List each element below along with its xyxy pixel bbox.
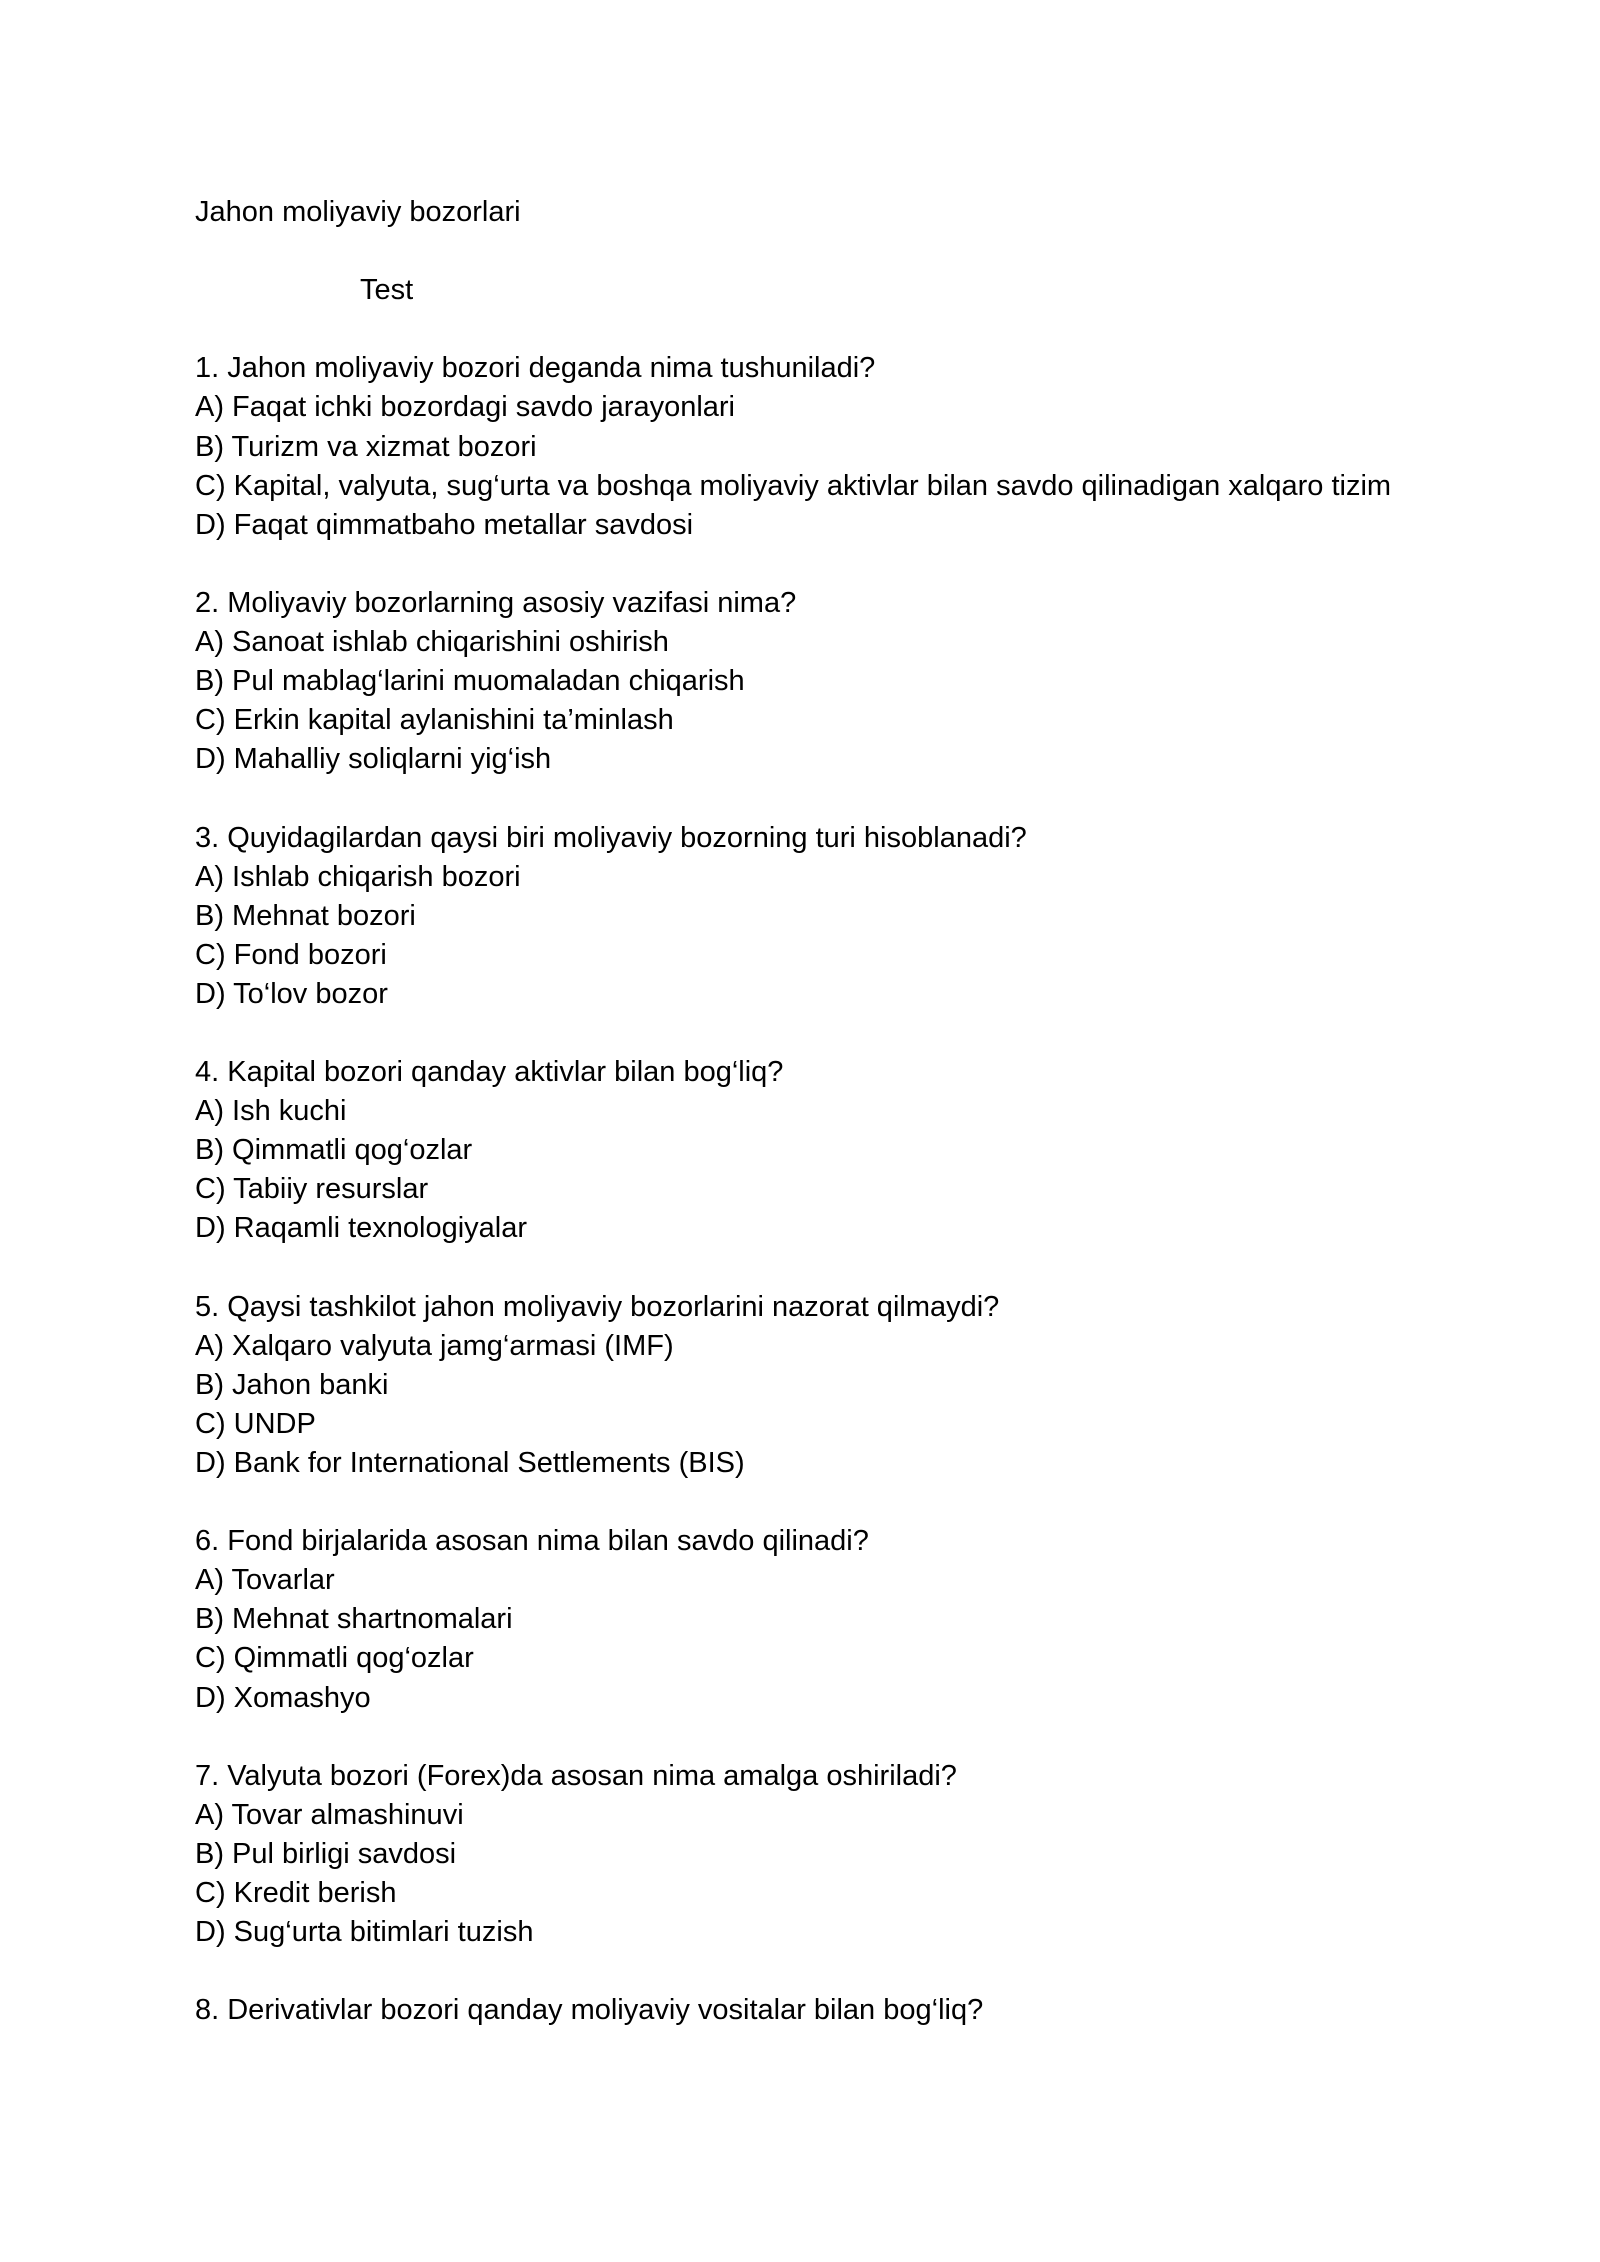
answer-option: C) Qimmatli qog‘ozlar — [195, 1642, 474, 1675]
question-text: 7. Valyuta bozori (Forex)da asosan nima amalga oshiriladi? — [195, 1759, 957, 1792]
answer-option: D) Raqamli texnologiyalar — [195, 1212, 528, 1245]
document-title: Jahon moliyaviy bozorlari — [195, 196, 521, 228]
question-text: 4. Kapital bozori qanday aktivlar bilan bog‘liq? — [195, 1056, 784, 1089]
question-text: 3. Quyidagilardan qaysi biri moliyaviy bozorning turi hisoblanadi? — [195, 821, 1027, 854]
answer-option: A) Tovar almashinuvi — [195, 1798, 464, 1831]
document-content — [195, 193, 1425, 2030]
question-block — [195, 1288, 1425, 1483]
answer-option: A) Tovarlar — [195, 1564, 335, 1597]
question-block — [195, 1991, 1425, 2030]
answer-option: C) Tabiiy resurslar — [195, 1173, 429, 1206]
answer-option: C) Fond bozori — [195, 938, 387, 971]
answer-option: B) Mehnat bozori — [195, 899, 416, 932]
question-list — [195, 349, 1425, 2030]
document-subtitle: Test — [360, 274, 414, 307]
answer-option: C) Erkin kapital aylanishini ta’minlash — [195, 704, 674, 737]
question-block — [195, 584, 1425, 779]
answer-option: B) Pul mablag‘larini muomaladan chiqarish — [195, 665, 745, 698]
question-block — [195, 819, 1425, 1014]
question-text: 8. Derivativlar bozori qanday moliyaviy vositalar bilan bog‘liq? — [195, 1994, 984, 2027]
question-text: 6. Fond birjalarida asosan nima bilan savdo qilinadi? — [195, 1525, 869, 1558]
answer-option: D) Mahalliy soliqlarni yig‘ish — [195, 743, 552, 776]
answer-option: D) To‘lov bozor — [195, 977, 388, 1010]
question-text: 2. Moliyaviy bozorlarning asosiy vazifasi nima? — [195, 586, 797, 619]
question-text: 5. Qaysi tashkilot jahon moliyaviy bozorlarini nazorat qilmaydi? — [195, 1290, 1000, 1323]
answer-option: A) Xalqaro valyuta jamg‘armasi (IMF) — [195, 1329, 674, 1362]
answer-option: C) Kredit berish — [195, 1877, 397, 1910]
answer-option: D) Faqat qimmatbaho metallar savdosi — [195, 508, 694, 541]
answer-option: D) Xomashyo — [195, 1681, 371, 1714]
answer-option: B) Jahon banki — [195, 1368, 389, 1401]
question-block — [195, 1053, 1425, 1248]
answer-option: A) Faqat ichki bozordagi savdo jarayonlari — [195, 391, 735, 424]
answer-option: D) Sug‘urta bitimlari tuzish — [195, 1916, 534, 1949]
question-text: 1. Jahon moliyaviy bozori deganda nima tushuniladi? — [195, 352, 876, 385]
answer-option: B) Pul birligi savdosi — [195, 1837, 457, 1870]
question-block — [195, 349, 1425, 544]
answer-option: B) Mehnat shartnomalari — [195, 1603, 513, 1636]
question-block — [195, 1522, 1425, 1717]
answer-option: D) Bank for International Settlements (BIS) — [195, 1447, 745, 1479]
answer-option: A) Ishlab chiqarish bozori — [195, 860, 521, 893]
answer-option: B) Turizm va xizmat bozori — [195, 430, 537, 463]
answer-option: C) Kapital, valyuta, sug‘urta va boshqa moliyaviy aktivlar bilan savdo qilinadigan xalqaro tizim — [195, 469, 1392, 502]
question-block — [195, 1757, 1425, 1952]
answer-option: C) UNDP — [195, 1407, 316, 1440]
answer-option: B) Qimmatli qog‘ozlar — [195, 1134, 473, 1167]
answer-option: A) Ish kuchi — [195, 1095, 347, 1128]
answer-option: A) Sanoat ishlab chiqarishini oshirish — [195, 626, 669, 659]
